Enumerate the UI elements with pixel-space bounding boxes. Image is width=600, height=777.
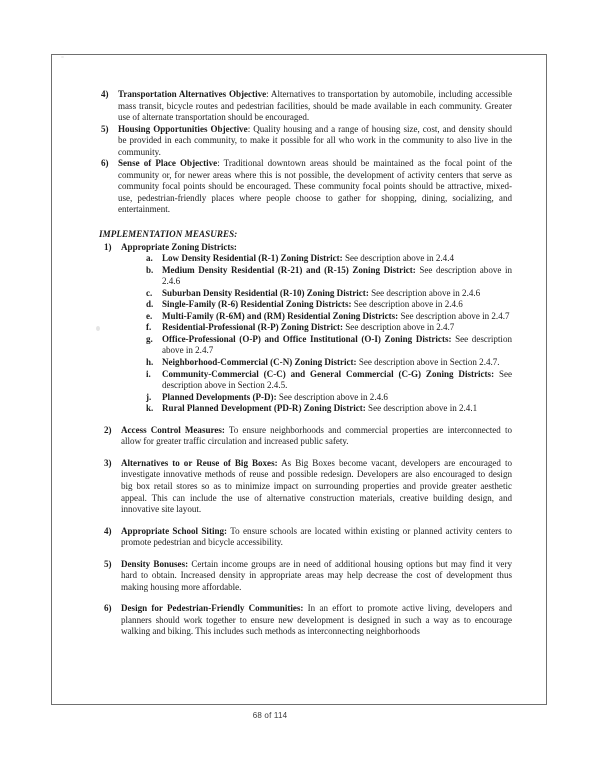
zoning-district-lead: Suburban Density Residential (R-10) Zoning District: — [162, 287, 369, 298]
zoning-district-body: See description above in Section 2.4.7. — [356, 357, 500, 368]
measure-text — [121, 559, 512, 594]
objective-body: : Alternatives to transportation by automobile, including accessible mass transit, bicycle routes and pedestrian facilities, should be made available in each community. Greater use of alternate transportation should be encouraged. — [118, 89, 512, 123]
document-text-body — [101, 89, 512, 638]
zoning-district-item — [146, 322, 512, 334]
zoning-district-lead: Rural Planned Development (PD-R) Zoning District: — [162, 403, 366, 414]
objective-lead: Housing Opportunities Objective — [118, 123, 248, 134]
zoning-district-item — [146, 392, 512, 404]
paragraph-spacer — [101, 516, 512, 526]
zoning-district-item — [146, 265, 512, 288]
zoning-district-text — [162, 299, 512, 311]
list-marker: c. — [146, 287, 153, 298]
measure-lead: Appropriate Zoning Districts: — [121, 241, 237, 252]
zoning-district-item — [146, 357, 512, 369]
measure-item — [104, 458, 512, 516]
scan-artifact-speck — [96, 326, 100, 331]
zoning-district-body: See description above in Section 2.4.5. — [162, 368, 513, 391]
zoning-district-lead: Single-Family (R-6) Residential Zoning Districts: — [162, 299, 352, 310]
zoning-district-item — [146, 403, 512, 415]
zoning-district-body: See description above in 2.4.4 — [342, 253, 454, 264]
zoning-district-text — [162, 322, 512, 334]
list-marker: i. — [146, 368, 151, 379]
list-marker: j. — [146, 391, 152, 402]
measure-body: To ensure neighborhoods and commercial properties are interconnected to allow for greater traffic circulation and increased public safety. — [121, 424, 512, 447]
list-marker: 6) — [104, 603, 112, 614]
list-marker: a. — [146, 253, 153, 264]
list-marker: 3) — [104, 457, 112, 468]
measure-lead: Density Bonuses: — [121, 558, 189, 569]
paragraph-spacer — [101, 593, 512, 603]
zoning-district-text — [162, 357, 512, 369]
zoning-district-text — [162, 334, 512, 357]
measure-lead: Access Control Measures: — [121, 424, 225, 435]
list-marker: h. — [146, 357, 154, 368]
objective-item — [101, 124, 512, 159]
zoning-district-body: See description above in 2.4.7 — [398, 310, 510, 321]
list-marker: 2) — [104, 424, 112, 435]
measure-text — [121, 603, 512, 638]
measure-text — [121, 526, 512, 549]
measure-text — [121, 242, 512, 254]
zoning-district-lead: Planned Developments (P-D): — [162, 391, 277, 402]
zoning-district-lead: Community-Commercial (C-C) and General Commercial (C-G) Zoning Districts: — [162, 368, 495, 379]
section-heading: IMPLEMENTATION MEASURES: — [99, 229, 238, 240]
objective-lead: Transportation Alternatives Objective — [118, 89, 267, 99]
zoning-districts-list — [146, 253, 512, 415]
page-footer — [0, 711, 600, 720]
zoning-district-body: See description above in 2.4.7 — [343, 322, 455, 333]
objective-text — [118, 89, 512, 124]
zoning-district-body: See description above in 2.4.6 — [368, 287, 481, 298]
measure-item — [104, 425, 512, 448]
measure-item — [104, 526, 512, 549]
list-marker: 1) — [104, 241, 112, 252]
measure-lead: Appropriate School Siting: — [121, 525, 228, 536]
zoning-district-item — [146, 311, 512, 323]
objective-text — [118, 158, 512, 216]
zoning-district-item — [146, 299, 512, 311]
list-marker: e. — [146, 310, 153, 321]
scanned-page-sheet — [51, 54, 547, 705]
zoning-district-lead: Medium Density Residential (R-21) and (R-15) Zoning District: — [162, 264, 416, 275]
zoning-district-lead: Multi-Family (R-6M) and (RM) Residential Zoning Districts: — [162, 310, 399, 321]
zoning-district-lead: Low Density Residential (R-1) Zoning District: — [162, 253, 343, 264]
zoning-district-text — [162, 311, 512, 323]
objective-item — [101, 158, 512, 216]
list-marker: 5) — [104, 558, 112, 569]
list-marker: 5) — [101, 123, 109, 134]
zoning-district-item — [146, 334, 512, 357]
zoning-district-text — [162, 265, 512, 288]
zoning-district-text — [162, 253, 512, 265]
measure-item — [104, 603, 512, 638]
measure-item — [104, 559, 512, 594]
zoning-district-item — [146, 369, 512, 392]
measure-text — [121, 425, 512, 448]
zoning-district-lead: Neighborhood-Commercial (C-N) Zoning District: — [162, 357, 357, 368]
zoning-district-body: See description above in 2.4.6 — [276, 391, 388, 402]
zoning-district-body: See description above in 2.4.6 — [162, 264, 512, 287]
list-marker: g. — [146, 333, 153, 344]
measure-body: As Big Boxes become vacant, developers are encouraged to investigate innovative methods of reuse and possible redesign. Developers are also encouraged to design big box retail stores so as to minimize impact on surrounding properties and provide greater aesthetic appeal. This can include the use of alternative construction materials, creative building design, and innovative site layout. — [121, 457, 512, 515]
measure-body: To ensure schools are located within existing or planned activity centers to promote pedestrian and bicycle accessibility. — [121, 525, 512, 548]
paragraph-spacer — [101, 448, 512, 458]
zoning-district-text — [162, 392, 512, 404]
zoning-district-lead: Residential-Professional (R-P) Zoning District: — [162, 322, 344, 333]
objective-lead: Sense of Place Objective — [118, 158, 218, 169]
zoning-district-body: See description above in 2.4.6 — [351, 299, 463, 310]
zoning-district-text — [162, 288, 512, 300]
objective-body: : Quality housing and a range of housing size, cost, and density should be provided in each community, to make it possible for all who work in the community to also live in the community. — [118, 123, 512, 157]
measure-body: In an effort to promote active living, developers and planners should work together to ensure new development is designed in such a way as to encourage walking and biking. This includes such methods as interconnecting neighborhoods — [121, 603, 512, 637]
zoning-district-text — [162, 403, 512, 415]
zoning-district-body: See description above in 2.4.7 — [162, 333, 512, 356]
objective-text — [118, 124, 512, 159]
zoning-district-item — [146, 288, 512, 300]
list-marker: b. — [146, 264, 154, 275]
list-marker: d. — [146, 299, 154, 310]
list-marker: 4) — [104, 525, 112, 536]
page-number-label: 68 of 114 — [252, 711, 288, 720]
paragraph-spacer — [101, 549, 512, 559]
measure-item — [104, 242, 512, 254]
scan-artifact-speck — [61, 56, 64, 58]
objective-body: : Traditional downtown areas should be maintained as the focal point of the community or, for newer areas where this is not possible, the development of activity centers that serve as community focal points should be encouraged. These community focal points should be attractive, mixed-use, pedestrian-friendly places where people choose to gather for shopping, dining, socializing, and entertainment. — [118, 158, 512, 215]
objectives-list — [101, 89, 512, 216]
objective-item — [101, 89, 512, 124]
zoning-district-lead: Office-Professional (O-P) and Office Institutional (O-I) Zoning Districts: — [162, 333, 452, 344]
implementation-measures-list — [101, 242, 512, 638]
list-marker: 4) — [101, 89, 109, 99]
zoning-district-item — [146, 253, 512, 265]
list-marker: k. — [146, 403, 154, 414]
measure-body: Certain income groups are in need of additional housing options but may find it very hard to obtain. Increased density in appropriate areas may help decrease the cost of development thus making housing more affordable. — [121, 558, 512, 592]
measure-lead: Alternatives to or Reuse of Big Boxes: — [121, 457, 278, 468]
list-marker: 6) — [101, 158, 109, 169]
zoning-district-body: See description above in 2.4.1 — [365, 403, 478, 414]
paragraph-spacer — [101, 415, 512, 425]
zoning-district-text — [162, 369, 512, 392]
measure-text — [121, 458, 512, 516]
list-marker: f. — [146, 322, 152, 333]
measure-lead: Design for Pedestrian-Friendly Communities: — [121, 603, 304, 614]
